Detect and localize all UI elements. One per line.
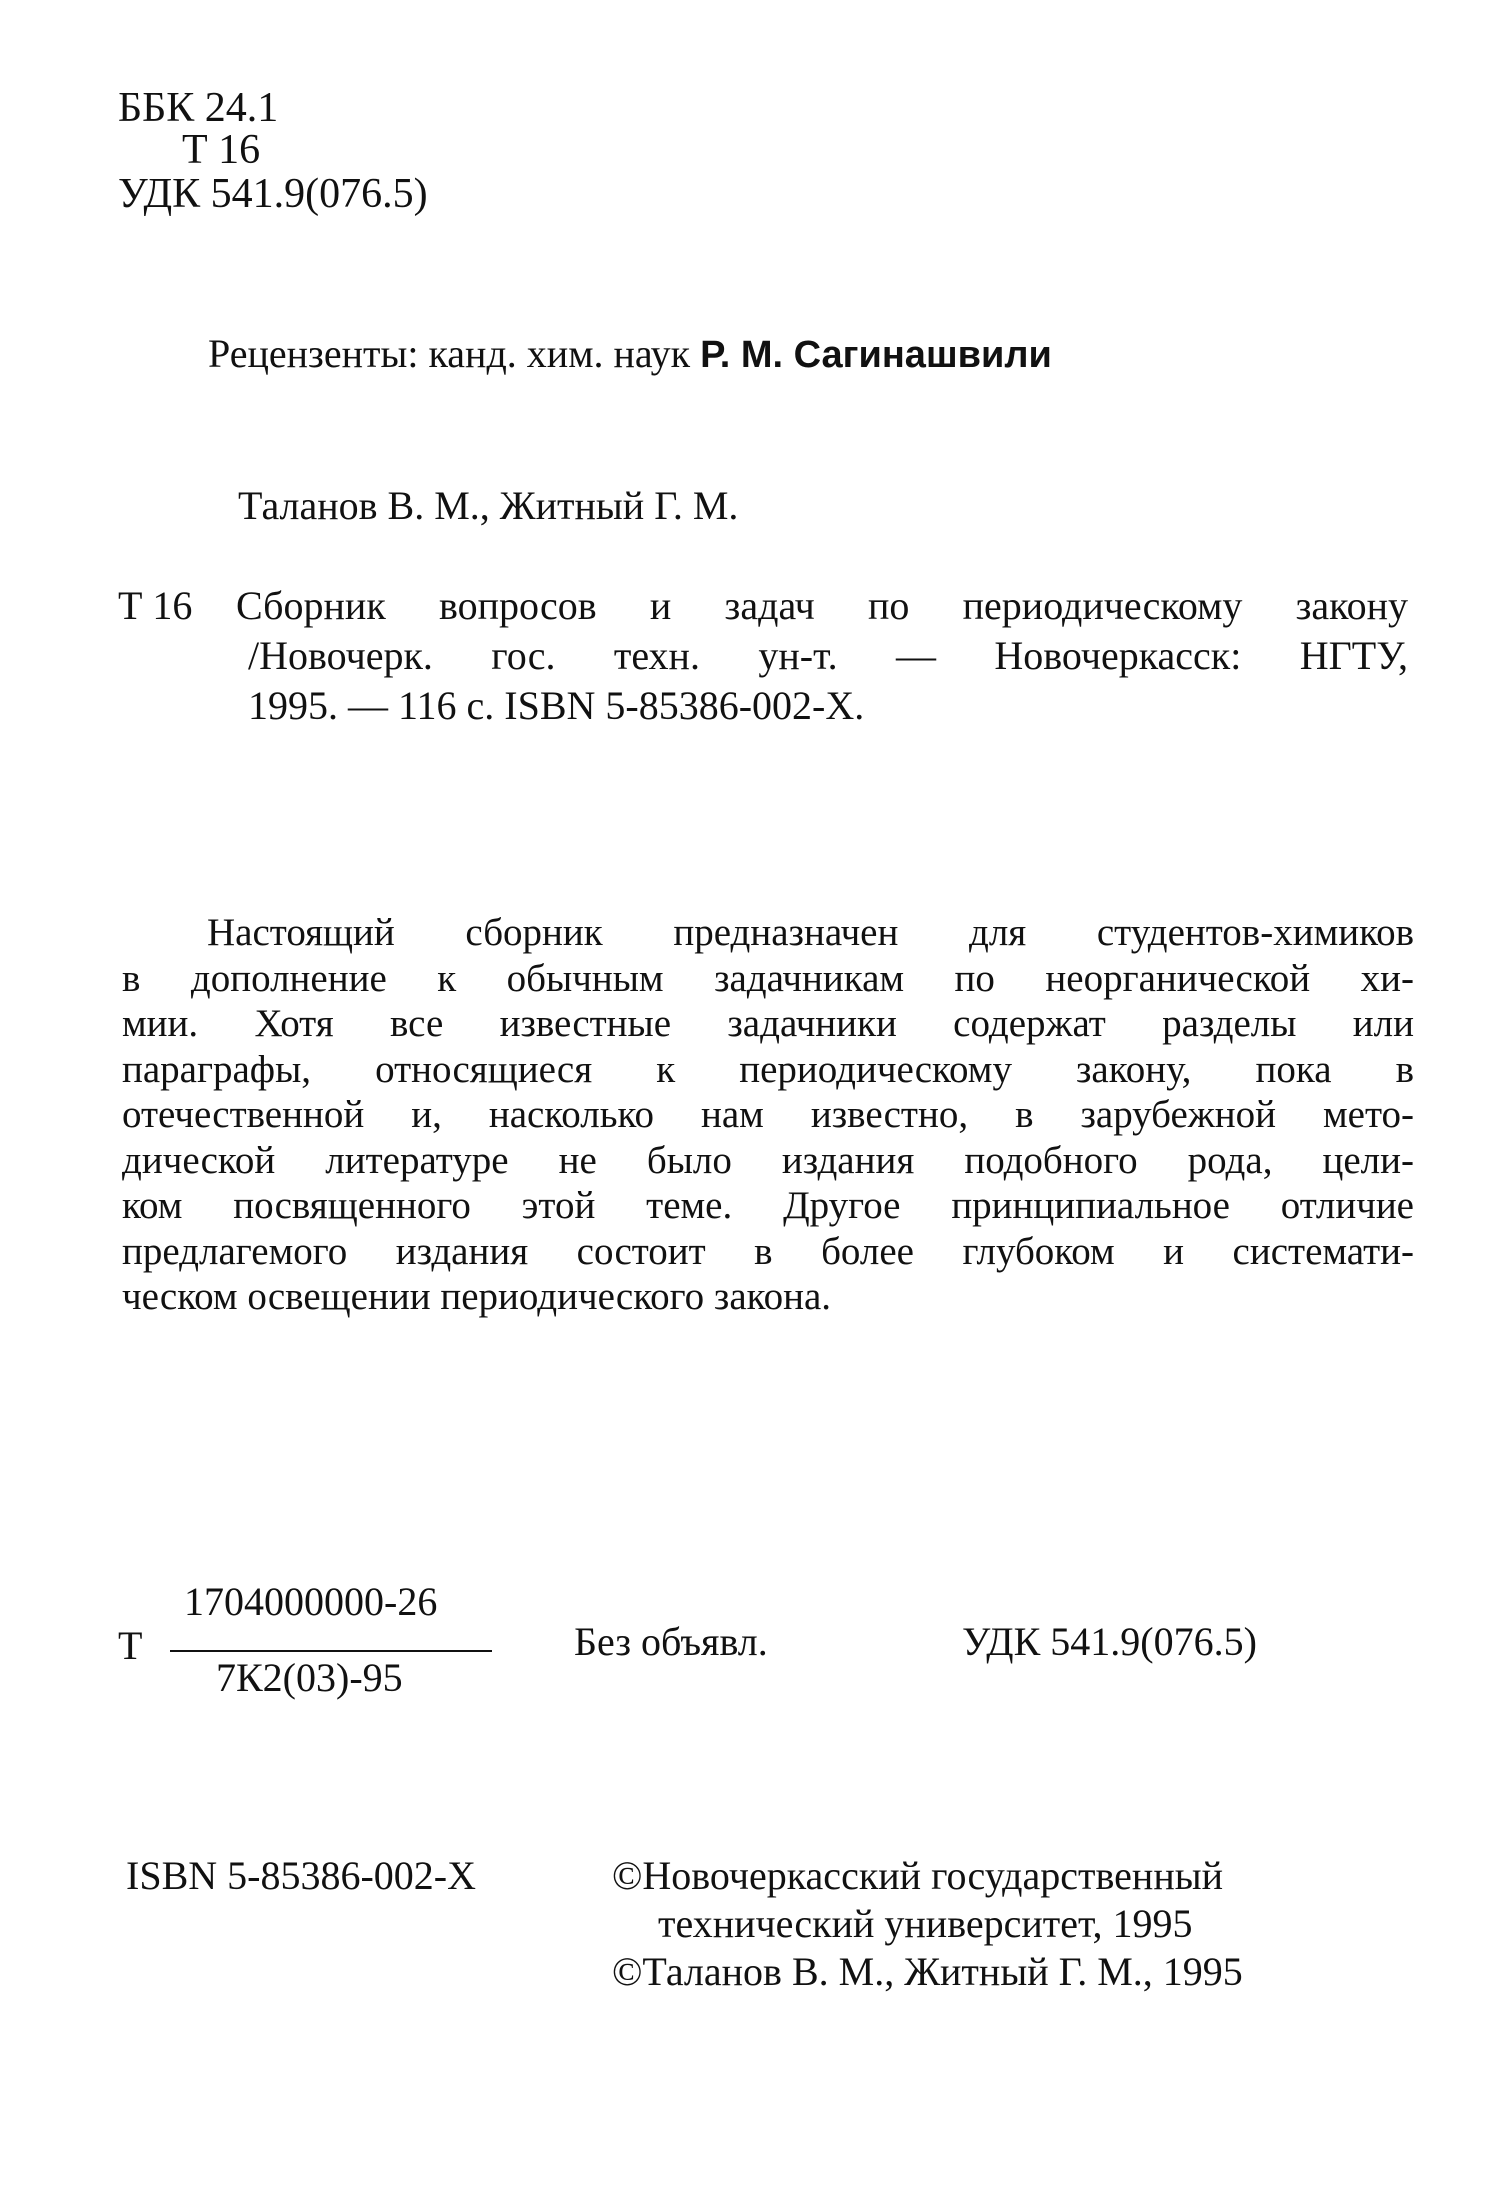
catalog-denominator: 7К2(03)-95: [216, 1655, 403, 1700]
annotation-line: в дополнение к обычным задачникам по неорганической хи-: [122, 956, 1414, 1000]
annotation-line: ческом освещении периодического закона.: [122, 1275, 832, 1318]
annotation: [122, 910, 1414, 1320]
annotation-line: ком посвященного этой теме. Другое принципиальное отличие: [122, 1184, 1414, 1227]
copyright-isbn: ISBN 5-85386-002-Х: [126, 1853, 476, 1898]
catalog-note: Без объявл.: [574, 1619, 768, 1664]
annotation-line: мии. Хотя все известные задачники содержат разделы или: [122, 1002, 1414, 1045]
bib-title-line: Сборник вопросов и задач по периодическому законy: [236, 583, 1408, 628]
author-mark: Т 16: [182, 127, 261, 173]
annotation-line: предлагемого издания состоит в более глубоком и системати-: [122, 1229, 1414, 1273]
bbk-code: ББК 24.1: [118, 85, 279, 131]
catalog-udk: УДК 541.9(076.5): [962, 1619, 1257, 1664]
authors-heading: Таланов В. М., Житный Г. М.: [238, 483, 739, 528]
annotation-line: отечественной и, насколько нам известно, в зарубежной мето-: [122, 1093, 1414, 1136]
annotation-line: Настоящий сборник предназначен для студентов-химиков: [207, 911, 1414, 954]
copyright-university: ©Новочеркасский государственный: [612, 1853, 1224, 1898]
reviewers-label: Рецензенты: канд. хим. наук: [208, 331, 691, 376]
bib-year-isbn-line: 1995. — 116 с. ISBN 5-85386-002-Х.: [248, 683, 865, 728]
copyright-authors: ©Таланов В. М., Житный Г. М., 1995: [612, 1949, 1243, 1994]
bib-publisher-line: /Новочерк. гос. техн. ун-т. — Новочеркасск: НГТУ,: [248, 633, 1408, 678]
annotation-line: дической литературе не было издания подобного рода, цели-: [122, 1138, 1414, 1182]
fraction-bar: [170, 1650, 492, 1652]
copyright-university-cont: технический университет, 1995: [658, 1901, 1193, 1946]
catalog-numerator: 1704000000-26: [184, 1579, 438, 1624]
annotation-line: параграфы, относящиеся к периодическому закону, пока в: [122, 1047, 1414, 1091]
bib-author-mark: Т 16: [118, 583, 193, 628]
catalog-letter: Т: [118, 1623, 143, 1668]
udk-code: УДК 541.9(076.5): [118, 171, 428, 217]
reviewer-name: Р. М. Сагинашвили: [700, 334, 1052, 376]
reviewers-line: [208, 330, 1052, 377]
